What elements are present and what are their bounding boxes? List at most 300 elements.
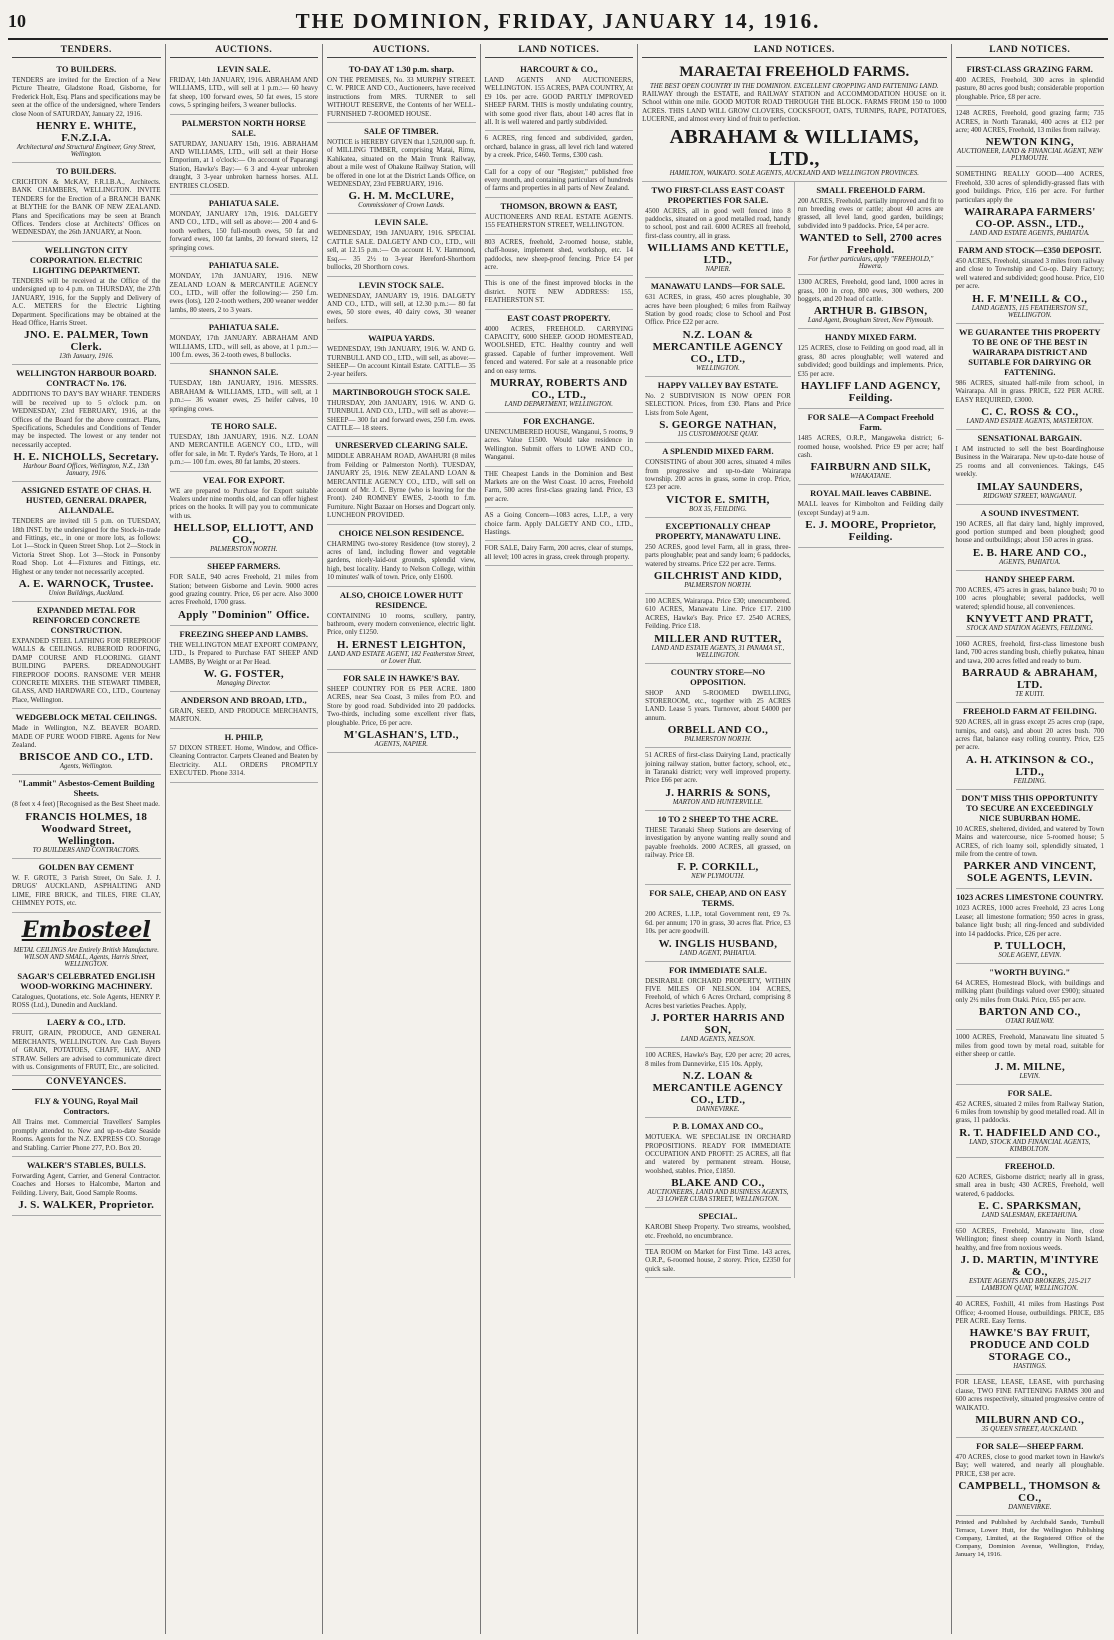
ad-agent-address: NEW PLYMOUTH. [691,873,745,881]
ad-body: KAROBI Sheep Property. Two streams, woolshed, etc. Freehold, no encumbrance. [645,1223,791,1240]
advertisement [956,703,1105,790]
ad-agent: VICTOR E. SMITH, [666,493,770,506]
ad-agent: J. PORTER HARRIS AND SON, [650,1012,785,1037]
advertisement [12,163,161,242]
ad-agent: HENRY E. WHITE, F.N.Z.I.A. [36,120,137,145]
ad-agent: P. TULLOCH, [993,940,1066,953]
ad-title: P. B. LOMAX AND CO., [672,1121,764,1132]
embosteel-caption: METAL CEILINGS Are Entirely British Manufacture. WILSON AND SMALL, Agents, Harris Street, WELLINGTON. [13,946,159,968]
ad-agent-address: NAPIER. [705,266,731,274]
advertisement [485,198,634,235]
ad-agent: J. HARRIS & SONS, [665,786,771,799]
advertisement [956,167,1105,242]
ad-body: 190 ACRES, all flat dairy land, highly improved, good portion stumped and been ploughed; good house and outbuildings; about 150 acres in grass. [955,519,1105,545]
ad-title: 10 TO 2 SHEEP TO THE ACRE. [657,813,779,824]
ad-agent: ARTHUR B. GIBSON, [813,305,928,318]
advertisement [956,964,1105,1030]
ad-agent: IMLAY SAUNDERS, [976,480,1083,493]
ad-agent-address: Land Agent, Brougham Street, New Plymouth. [807,317,934,325]
advertisement [12,61,161,163]
ad-body: WEDNESDAY, 19th JANUARY, 1916. W. AND G. TURNBULL AND CO., LTD., will sell, as above:— SHEEP— On account Kintail Estate. CATTLE— 35 2-year heifers. [327,345,476,379]
advertisement [956,790,1105,890]
ad-title: WELLINGTON CITY CORPORATION. ELECTRIC LIGHTING DEPARTMENT. [29,244,143,275]
ad-agent: H. E. NICHOLLS, Secretary. [13,451,159,464]
ad-title: LEVIN STOCK SALE. [358,279,444,290]
ad-title: FIRST-CLASS GRAZING FARM. [966,64,1093,74]
ad-title: HANDY SHEEP FARM. [985,573,1075,584]
ad-body: 631 ACRES, in grass, 450 acres ploughable, 30 acres have been ploughed; 6 miles from Railway Station by good roads; close to School and Post Office. Price £22 per acre. [645,293,791,327]
advertisement [485,508,634,541]
ad-body: 200 ACRES, L.I.P., total Government rent, £9 7s. 6d. per annum; 170 in grass, 30 acres flat. Price, £3 10s. per acre goodwill. [645,910,791,936]
ad-agent: H. ERNEST LEIGHTON, [336,638,466,651]
ad-title: EAST COAST PROPERTY. [507,312,611,323]
ad-title: HAPPY VALLEY BAY ESTATE. [657,379,779,390]
banner-agent-address: HAMILTON, WAIKATO. SOLE AGENTS, AUCKLAND AND WELLINGTON PROVINCES. [669,169,919,177]
advertisement [170,319,319,364]
ad-title: "WORTH BUYING." [989,967,1071,978]
ad-agent: FRANCIS HOLMES, 18 Woodward Street, Wellington. [25,810,148,847]
column-heading: AUCTIONS. [170,44,319,58]
ad-body: ADDITIONS TO DAY'S BAY WHARF. TENDERS will be received up to 5 o'clock p.m. on WEDNESDAY, 23rd FEBRUARY, 1916, at the Offices of the Board for the above contract. Plans, Specifications, Schedules and Conditions of Tender may be inspected. The lowest or any tender not necessarily accepted. [12,390,161,449]
ad-body: FRUIT, GRAIN, PRODUCE, AND GENERAL MERCHANTS, WELLINGTON. Are Cash Buyers of GRAIN, POTATOES, CHAFF, HAY, AND STRAW. Sellers are advised to communicate direct with us. Consignments of FRUIT, Etc., are solicited. [12,1029,161,1071]
ad-body: THE Cheapest Lands in the Dominion and Best Markets are on the West Coast. 10 acres, Freehold Farm, 500 acres first-class grazing land. Price, £3 per acre. [484,469,634,503]
ad-body: SATURDAY, JANUARY 15th, 1916. ABRAHAM AND WILLIAMS, LTD., will sell at their Horse Emporium, at 1 o'clock:— On account of Paparangi Station, Hawke's Bay:— 6 3 and 4-year unbroken draught, 3 3-year unbroken harness horses. ALL ENTRIES CLOSED. [169,139,319,190]
column-heading: TENDERS. [12,44,161,58]
advertisement [645,962,791,1049]
advertisement [645,885,791,961]
wide-right [794,182,947,1279]
ad-title: A SOUND INVESTMENT. [980,507,1079,518]
ad-body: AS a Going Concern—1083 acres, L.I.P., a very choice farm. Apply DALGETY AND CO., LTD., Hastings. [484,511,634,537]
ad-title: ALSO, CHOICE LOWER HUTT RESIDENCE. [339,589,463,610]
ad-body: TEA ROOM on Market for First Time. 143 acres, O.R.P., 6-roomed house, 2 storey. Price, £2350 for quick sale. [645,1247,791,1273]
masthead [8,6,1108,40]
ad-body: FOR SALE, 940 acres Freehold, 21 miles from Station; between Gisborne and Levin. 9000 acres good grazing country. Price, £6 per acre. Also 3000 acres Freehold, 1700 grass. [169,573,319,607]
advertisement [170,364,319,418]
ad-agent-address: PALMERSTON NORTH. [684,581,752,589]
ad-title: SHANNON SALE. [209,367,279,378]
advertisement [170,472,319,559]
advertisement [12,709,161,775]
embosteel-logo: Embosteel [21,916,151,943]
ad-agent: E. J. MOORE, Proprietor, Feilding. [805,519,937,544]
advertisement [170,61,319,115]
ad-title: HANDY MIXED FARM. [824,332,917,343]
ad-title: WALKER'S STABLES, BULLS. [26,1159,146,1170]
columns [8,44,1108,1634]
ad-body: 6 ACRES, ring fenced and subdivided, garden, orchard, balance in grass, all level rich land watered by a creek. Price, £460. Terms, £300 cash. [484,134,634,160]
ad-title: THOMSON, BROWN & EAST, [500,200,618,211]
ad-agent-address: HASTINGS. [1013,1363,1047,1371]
ad-body: 452 ACRES, situated 2 miles from Railway Station, 6 miles from township by good metalled road. All in grass, 11 paddocks. [955,1099,1105,1125]
ad-agent: W. G. FOSTER, [203,668,284,681]
ad-agent: ORBELL AND CO., [667,724,769,737]
ad-body: 125 ACRES, close to Feilding on good road, all in grass, 80 acres ploughable; well watered and subdivided; good buildings and implements. Price, £35 per acre. [797,344,944,378]
ad-title: WELLINGTON HARBOUR BOARD. CONTRACT No. 176. [16,368,157,389]
advertisement [645,664,791,749]
ad-agent: J. M. MILNE, [994,1060,1066,1073]
ad-title: WEDGEBLOCK METAL CEILINGS. [15,712,157,723]
column-heading: LAND NOTICES. [956,44,1105,58]
ad-title: TO BUILDERS. [56,64,117,74]
ad-title: ANDERSON AND BROAD, LTD., [180,695,307,706]
ad-title: FOR SALE, CHEAP, AND ON EASY TERMS. [649,888,787,909]
ad-agent-address: PALMERSTON NORTH. [684,736,752,744]
ad-agent: BLAKE AND CO., [671,1177,765,1190]
advertisement [12,602,161,709]
ad-title: FREEHOLD. [1004,1160,1055,1171]
ad-agent-address: 115 CUSTOMHOUSE QUAY. [677,431,759,439]
ad-agent-address: Agents, Wellington. [59,763,113,771]
ad-agent: KNYVETT AND PRATT, [966,612,1094,625]
ad-body: Made in Wellington, N.Z. BEAVER BOARD. MADE OF PURE WOOD FIBRE. Agents for New Zealand. [12,724,161,750]
advertisement [645,518,791,594]
ad-title: LEVIN SALE. [217,64,271,74]
advertisement [956,324,1105,430]
advertisement [485,165,634,198]
ad-title: A SPLENDID MIXED FARM. [662,446,774,457]
ad-title: HARCOURT & CO., [520,64,598,74]
ad-agent-address: MARTON AND HUNTERVILLE. [672,798,763,806]
advertisement [327,670,476,753]
column-heading: AUCTIONS. [327,44,476,58]
ad-body: 51 ACRES of first-class Dairying Land, practically joining railway station, butter factory, school, etc., in Taranaki district; very well improved property. Price £66 per acre. [645,751,791,785]
ad-title: TE HORO SALE. [210,420,277,431]
ad-body: No. 2 SUBDIVISION IS NOW OPEN FOR SELECTION. Prices, from £30. Plans and Price Lists from Sole Agent, [645,391,791,417]
ad-title: SAGAR'S CELEBRATED ENGLISH WOOD-WORKING MACHINERY. [17,970,156,991]
ad-body: 100 ACRES, Hawke's Bay, £20 per acre; 20 acres, 8 miles from Dannevirke, £15 10s. Apply, [645,1051,791,1068]
advertisement [956,1438,1105,1516]
ad-body: FOR SALE, Dairy Farm, 200 acres, clear of stumps, all level; 100 acres in grass, creek through property. [484,544,634,561]
ad-agent: HAWKE'S BAY FRUIT, PRODUCE AND COLD STORAGE CO., [969,1327,1090,1364]
advertisement [956,505,1105,571]
ad-title: FOR EXCHANGE. [523,415,595,426]
ad-agent-address: LEVIN. [1019,1072,1041,1080]
ad-body: EXPANDED STEEL LATHING FOR FIREPROOF WALLS & CEILINGS. RUBEROID ROOFING, DAMP COURSE AND FLOORING. GIANT BUILDING PAPERS. DREADNOUGHT FIREPROOF DOORS. RANSOME VER MEHR CONCRETE MIXERS. THE STEWART TIMBER, GLASS, AND HARDWARE CO., LTD., Courtenay Place, Wellington. [12,637,161,704]
advertisement [956,1158,1105,1224]
ad-agent-address: 13th January, 1916. [59,353,114,361]
advertisement [327,587,476,670]
ad-title: PALMERSTON NORTH HORSE SALE. [181,117,306,138]
advertisement [645,278,791,377]
advertisement [327,61,476,123]
ad-agent: N.Z. LOAN & MERCANTILE AGENCY CO., LTD., [652,1070,784,1107]
ad-body: 1300 ACRES, Freehold, good land, 1000 acres in grass, 100 in crop, 800 ewes, 300 wethers, 200 hoggets, and 20 head of cattle. [797,278,944,304]
ad-title: WE GUARANTEE THIS PROPERTY TO BE ONE OF THE BEST IN WAIRARAPA DISTRICT AND SUITABLE FOR DAIRYING OR FATTENING. [959,326,1101,377]
ad-title: TO BUILDERS. [56,166,117,177]
ad-agent-address: AGENTS, NAPIER. [374,740,428,748]
ad-title: FREEZING SHEEP AND LAMBS. [179,628,309,639]
ad-body: WE are prepared to Purchase for Export suitable Vealers under nine months old, and can offer highest prices on the hooks. It will pay you to communicate with us. [169,486,319,520]
ad-title: SHEEP FARMERS. [207,561,281,572]
page-number: 10 [8,10,26,31]
ad-agent-address: AUCTIONEER, LAND & FINANCIAL AGENT, NEW PLYMOUTH. [956,148,1103,163]
advertisement [327,277,476,331]
ad-title: PAHIATUA SALE. [208,322,279,333]
advertisement [170,626,319,692]
ad-body: All Trains met. Commercial Travellers' Samples promptly attended to. New and up-to-date Seaside Rooms. Agents for the N.Z. EXPRESS CO. Storage and Stabling. Carrier Phone 277, P.O. Box 20. [12,1118,161,1152]
ad-body: 803 ACRES, freehold, 2-roomed house, stable, chaff-house, implement shed, workshop, etc. 14 paddocks, new sheep-proof fencing. Price £4 per acre. [484,237,634,271]
ad-body: MONDAY, 17th JANUARY. ABRAHAM AND WILLIAMS, LTD., will sell, as above, at 1 p.m.:— 100 f.m. ewes, 36 2-tooth ewes, 8 bullocks. [169,334,319,359]
ad-title: FOR SALE. [1007,1087,1052,1098]
ad-agent: G. H. M. McCLURE, [348,190,455,203]
ad-body: Forwarding Agent, Carrier, and General Contractor. Coaches and Horses to Halcombe, Marton and Feilding. Livery, Bait, Good Sample Rooms. [12,1171,161,1197]
ad-body: I AM instructed to sell the best Boardinghouse Business in the Wairarapa. New up-to-date house of 25 rooms and all conveniences. Takings, £45 weekly. [955,444,1105,479]
ad-agent-address: 35 QUEEN STREET, AUCKLAND. [981,1426,1078,1433]
advertisement [12,1157,161,1216]
ad-agent-address: PALMERSTON NORTH. [210,546,278,554]
ad-agent-address: BOX 35, FEILDING. [689,505,747,513]
advertisement [12,242,161,365]
advertisement [956,1297,1105,1375]
ad-body: ON THE PREMISES, No. 33 MURPHY STREET. C. W. PRICE AND CO., Auctioneers, have received instructions from MRS. TURNER to sell WITHOUT RESERVE, the Contents of her WELL-FURNISHED 7-ROOMED HOUSE. [327,76,476,118]
advertisement [485,541,634,566]
ad-body: Call for a copy of our "Register," published free every month, and containing particulars of hundreds of farms and properties in all parts of New Zealand. [484,167,634,193]
advertisement [645,1208,791,1245]
ad-title: PAHIATUA SALE. [208,198,279,209]
advertisement [170,257,319,319]
ad-agent-address: AUCTIONEERS, LAND AND BUSINESS AGENTS, 23 LOWER CUBA STREET, WELLINGTON. [647,1189,789,1204]
ad-body: 700 ACRES, 475 acres in grass, balance bush; 70 to 100 acres ploughable; several paddocks, well watered; splendid house, all conveniences. [955,585,1105,611]
ad-title: ASSIGNED ESTATE OF CHAS. H. HUSTED, GENERAL DRAPER, ALLANDALE. [21,485,152,516]
ad-body: THE WELLINGTON MEAT EXPORT COMPANY, LTD., Is Prepared to Purchase FAT SHEEP AND LAMBS, By Weight or at Per Head. [169,640,319,666]
ad-agent: A. H. ATKINSON & CO., LTD., [965,753,1094,778]
advertisement [956,106,1105,167]
imprint: Printed and Published by Archibald Sando, Turnbull Terrace, Lower Hutt, for the Wellington Publishing Company, Limited, at the Registered Office of the Company, Dominion Avenue, Wellington, Friday, January 14, 1916. [955,1519,1105,1559]
ad-agent: J. S. WALKER, Proprietor. [18,1199,155,1212]
ad-agent: S. GEORGE NATHAN, [659,419,777,432]
ad-agent-address: AGENTS, PAHIATUA. [999,558,1061,566]
banner-title: MARAETAI FREEHOLD FARMS. [679,64,910,80]
maraetai-banner [642,61,946,182]
column-heading: LAND NOTICES. [642,44,946,58]
ad-title: TO-DAY AT 1.30 p.m. sharp. [348,64,454,74]
ad-body: 1000 ACRES, Freehold, Manawatu line situated 5 miles from good town by metal road, suitable for either sheep or cattle. [955,1033,1105,1059]
conveyances-heading: CONVEYANCES. [12,1076,161,1090]
ad-body: MOTUEKA. WE SPECIALISE IN ORCHARD PROPOSITIONS. READY FOR IMMEDIATE OCCUPATION AND PROFIT: 25 ACRES, all flat and watered by permanent stream. House, woolshed, stables. Price, £1850. [645,1133,791,1175]
advertisement [485,276,634,309]
advertisement [956,1224,1105,1297]
advertisement [645,594,791,664]
ad-body: 450 ACRES, Freehold, situated 3 miles from railway and close to Township and Co-op. Dairy Factory; well watered and subdivided; good house. Price, £10 per acre. [955,257,1105,291]
ad-agent-address: WELLINGTON. [695,364,740,372]
ad-body: 1060 ACRES, freehold, first-class limestone bush land, 700 acres standing bush, chiefly pukatea, hinau and tawa, 200 acres felled and ready to burn. [955,639,1105,665]
ad-agent: M'GLASHAN'S, LTD., [343,728,459,741]
ad-body: AUCTIONEERS AND REAL ESTATE AGENTS. 155 FEATHERSTON STREET, WELLINGTON. [484,212,634,230]
ad-title: WAIPUA YARDS. [368,333,435,344]
column-land-notices-wide [638,44,951,1634]
ad-agent-address: DANNEVIRKE. [696,1106,740,1114]
ad-body: TUESDAY, 18th JANUARY, 1916. N.Z. LOAN AND MERCANTILE AGENCY CO., LTD., will offer for sale, in Mr. T. Ryder's Yards, Te Horo, at 1 p.m.:— 100 f.m. ewes, 80 fat lambs, 20 steers. [169,432,319,467]
column-auctions-1 [166,44,324,1634]
ad-body: 64 ACRES, Homestead Block, with buildings and milking plant (buildings valued over £900); situated only 2½ miles from Otaki. Price, £65 per acre. [955,979,1105,1004]
ad-agent: BRISCOE AND CO., LTD. [19,751,154,764]
wide-left [642,182,794,1279]
ad-body: TENDERS are invited till 5 p.m. on TUESDAY, 18th INST. by the undersigned for the Stock-in-trade and Fittings, etc., in one or more lots, as follows: Lot 1—Stock in Queen Street Shop. Lot 2—Stock in Victoria Street Shop. Lot 3—Stock in Ponsonby Road Shop. Lot 4—Fixtures and Fittings, etc. Highest or any tender not necessarily accepted. [12,517,161,576]
ad-agent-address: STOCK AND STATION AGENTS, FEILDING. [966,624,1094,632]
ad-agent: F. P. CORKILL, [677,861,759,874]
ad-body: 650 ACRES, Freehold, Manawatu line, close Wellington; finest sheep country in North Island, healthy, and free from noxious weeds. [955,1226,1105,1252]
ad-agent-address: LAND AND ESTATE AGENTS, MASTERTON. [966,417,1094,425]
ad-body: WEDNESDAY, JANUARY 19, 1916. DALGETY AND CO., LTD., will sell, at 12.30 p.m.:— 80 fat ewes, 50 store ewes, 40 dairy cows, 30 weaner heifers. [327,291,476,325]
ad-agent: WILLIAMS AND KETTLE, LTD., [647,242,789,267]
advertisement [645,748,791,811]
ad-agent-address: Managing Director. [216,680,271,688]
advertisement [170,115,319,195]
ad-agent-address: Architectural and Structural Engineer, Grey Street, Wellington. [16,144,156,159]
banner-agent: ABRAHAM & WILLIAMS, LTD., [669,125,919,170]
ad-agent-address: LAND AGENTS, 115 FEATHERSTON ST., WELLINGTON. [971,304,1088,319]
advertisement [12,1014,161,1076]
ad-title: FOR SALE—A Compact Freehold Farm. [807,412,934,433]
advertisement [485,235,634,277]
ad-title: FOR SALE—SHEEP FARM. [976,1441,1084,1451]
ad-title: LEVIN SALE. [374,217,428,228]
advertisement [798,409,944,485]
ad-body: MONDAY, 17th JANUARY, 1916. NEW ZEALAND LOAN & MERCANTILE AGENCY CO., LTD., will offer the following:— 250 f.m. ewes (lots), 120 2-tooth wethers, 200 weaner wedder lambs, 80 steers, 2 to 3 years. [169,272,319,314]
ad-agent: CAMPBELL, THOMSON & CO., [958,1480,1102,1505]
advertisement [327,525,476,587]
ad-agent-address: WHAKATANE. [850,473,892,481]
ad-agent-address: TO BUILDERS AND CONTRACTORS. [32,846,140,854]
ad-title: EXPANDED METAL FOR REINFORCED CONCRETE CONSTRUCTION. [32,605,140,635]
ad-body: 1248 ACRES, Freehold, good grazing farm; 735 ACRES, in North Taranaki, 400 acres at £12 per acre; 400 ACRES, Freehold, 13 miles from railway. [955,109,1105,135]
advertisement [12,482,161,602]
ad-body: SOMETHING REALLY GOOD—400 ACRES, Freehold, 330 acres of splendidly-grassed flats with good buildings. Price, £16 per acre. For further particulars apply the [955,170,1105,204]
advertisement [485,131,634,164]
advertisement [956,61,1105,106]
advertisement [956,1030,1105,1084]
ad-agent-address: LAND AND ESTATE AGENTS, 31 PANAMA ST., WELLINGTON. [651,644,785,659]
ad-body: SHOP AND 5-ROOMED DWELLING, STOREROOM, etc., together with 25 ACRES LAND. Lease 5 years. Turnover, about £4000 per annum. [645,688,791,722]
ad-body: 200 ACRES, Freehold, partially improved and fit to run breeding ewes or cattle; about 40 acres are grassed, all level land, good garden, buildings; subdivided into 9 paddocks. Price, £4 per acre. [797,196,944,230]
ad-body: THURSDAY, 20th JANUARY, 1916. W. AND G. TURNBULL AND CO., LTD., will sell as above:— SHEEP— 300 fat and forward ewes, 250 f.m. ewes. CATTLE— 18 steers. [327,398,476,432]
advertisement [956,1375,1105,1438]
ad-title: FLY & YOUNG, Royal Mail Contractors. [34,1096,138,1117]
ad-body: (8 feet x 4 feet) [Recognised as the Best Sheet made. [12,800,160,809]
ad-body: CHARMING two-storey Residence (tow storey), 2 acres of land, including flower and vegetable gardens, nicely-laid-out grounds, splendid view, high, best locality. Handy to Nelson College, within 10 minutes' walk of town. Price, only £1600. [327,539,476,582]
banner-body: RAILWAY through the ESTATE, and RAILWAY STATION and ACCOMMODATION HOUSE on it. School within one mile. GOOD MOTOR ROAD THROUGH THE BLOCK. FARMS FROM 150 to 1000 ACRES. THIS LAND WILL GROW CLOVERS, COCKSFOOT, OATS, TURNIPS, RAPE, POTATOES, LUCERNE, and almost every kind of fruit to perfection. [642,90,947,124]
ad-agent: R. T. HADFIELD AND CO., [959,1126,1101,1139]
ad-body: SHEEP COUNTRY FOR £6 PER ACRE. 1800 ACRES, near Sea Coast, 3 miles from P.O. and Store by good road. Subdivided into 20 paddocks. Two-thirds, including some excellent river flats, ploughable. Price, £6 per acre. [327,684,476,727]
banner-subtitle: THE BEST OPEN COUNTRY IN THE DOMINION. EXCELLENT CROPPING AND FATTENING LAND. [649,83,939,90]
ad-body: FOR LEASE, LEASE, LEASE, with purchasing clause, TWO FINE FATTENING FARMS 300 and 600 acres respectively, situated progressive centre of WAIKATO. [955,1378,1105,1412]
ad-agent: HELLSOP, ELLIOTT, AND CO., [173,522,314,547]
ad-agent: WANTED to Sell, 2700 acres Freehold. [799,232,942,257]
ad-agent-address: LAND AND ESTATE AGENTS, PAHIATUA. [969,230,1090,238]
ad-agent: MURRAY, ROBERTS AND CO., LTD., [490,376,628,401]
ad-agent-address: LAND AGENTS, NELSON. [680,1036,756,1044]
ad-agent: E. C. SPARKSMAN, [978,1199,1082,1212]
advertisement [170,729,319,783]
ad-agent-address: LAND AGENT, PAHIATUA. [679,949,757,957]
ad-agent-address: Union Buildings, Auckland. [48,590,124,597]
advertisement [485,413,634,467]
ad-agent-address: TE KUITI. [1015,691,1045,699]
advertisement [645,1245,791,1278]
ad-body: CONSISTING of about 300 acres, situated 4 miles from progressive and up-to-date Wairarapa township. 200 acres in grass, some in crop. Price, £23 per acre. [645,458,791,492]
ad-title: 1023 ACRES LIMESTONE COUNTRY. [956,892,1104,903]
advertisement [485,310,634,413]
advertisement [12,1093,161,1157]
advertisement [645,182,791,279]
advertisement [12,365,161,482]
advertisement [327,330,476,384]
ad-title: SPECIAL. [698,1211,738,1222]
column-heading: LAND NOTICES. [485,44,634,58]
ad-agent: A. E. WARNOCK, Trustee. [18,578,154,590]
ad-title: VEAL FOR EXPORT. [202,474,285,485]
advertisement [645,377,791,443]
ad-body: W. F. GROTE, 3 Parish Street, On Sale. J. J. DRUGS' AUCKLAND, ASPHALTING AND LIME, FIRE BRICK, and TILES, FIRE CLAY, CHIMNEY POTS, etc. [12,873,161,908]
ad-agent: N.Z. LOAN & MERCANTILE AGENCY CO., LTD., [652,328,784,365]
ad-body: 4500 ACRES, all in good well fenced into 8 paddocks, situated on a good metalled road, handy to school, post and rail. 6000 ACRES all freehold, first-class country, all in grass. [645,206,791,240]
ad-title: MANAWATU LANDS—FOR SALE. [650,281,786,292]
ad-body: LAND AGENTS AND AUCTIONEERS, WELLINGTON. 155 ACRES, PAPA COUNTRY, At £9 10s. per acre. GOOD PARTLY IMPROVED SHEEP FARM. THIS is mostly undulating country, with some good river flats, about 140 acres flat in all. It is well watered and partly subdivided. [484,76,634,127]
ad-agent: FAIRBURN AND SILK, [810,461,931,474]
advertisement [485,467,634,509]
ad-agent: E. B. HARE AND CO., [972,546,1087,559]
advertisement [327,123,476,214]
advertisement [12,775,161,858]
ad-agent-address: SOLE AGENT, LEVIN. [998,952,1062,960]
column-tenders [8,44,166,1634]
ad-agent: J. D. MARTIN, M'INTYRE & CO., [960,1254,1099,1279]
advertisement [170,558,319,626]
ad-body: 57 DIXON STREET. Home, Window, and Office-Cleaning Contractor. Carpets Cleaned and Beaten by Electricity. ALL ORDERS PROMPTLY EXECUTED. Phone 3314. [169,743,319,778]
advertisement [645,1118,791,1208]
advertisement [327,214,476,276]
advertisement [170,418,319,472]
ad-body: UNENCUMBERED HOUSE, Wanganui, 5 rooms, 9 acres. Value £1500. Would take residence in Wellington. Submit offers to LOWE AND CO., Wanganui. [484,427,634,462]
ad-title: LAERY & CO., LTD. [47,1017,126,1028]
advertisement [956,1085,1105,1158]
ad-body: 470 ACRES, close to good market town in Hawke's Bay; well watered, and nearly all ploughable. PRICE, £38 per acre. [955,1453,1105,1478]
ad-agent: MILLER AND RUTTER, [654,632,782,645]
ad-agent: MILBURN AND CO., [975,1414,1085,1426]
ad-agent: PARKER AND VINCENT, SOLE AGENTS, LEVIN. [963,860,1097,885]
advertisement [327,384,476,438]
wide-subcolumns [642,182,946,1279]
ad-body: 40 ACRES, Foxhill, 41 miles from Hastings Post Office; 4-roomed House, outbuildings. PRICE, £85 PER ACRE. Easy Terms. [955,1300,1105,1325]
ad-agent: WAIRARAPA FARMERS' CO-OP. ASSN., LTD., [963,206,1096,231]
ad-agent-address: OTAKI RAILWAY. [1005,1018,1055,1026]
ad-body: MALL leaves for Kimbolton and Feilding daily (except Sunday) at 9 a.m. [797,500,944,517]
advertisement [327,437,476,524]
ad-agent-address: ESTATE AGENTS AND BROKERS, 215-217 LAMBTON QUAY, WELLINGTON. [969,1278,1091,1293]
advertisement [170,195,319,257]
ad-body: GRAIN, SEED, AND PRODUCE MERCHANTS, MARTON. [169,707,319,724]
newspaper-title: THE DOMINION, FRIDAY, JANUARY 14, 1916. [295,8,821,33]
advertisement [956,242,1105,324]
ad-body: Catalogues, Quotations, etc. Sole Agents, HENRY P. ROSS (Ltd.), Dunedin and Auckland. [12,992,161,1009]
advertisement [645,811,791,886]
ad-body: 620 ACRES, Gisborne district; nearly all in grass, small area in bush; 430 ACRES, Freehold, well watered, 6 paddocks. [955,1172,1105,1198]
ad-body: MIDDLE ABRAHAM ROAD, AWAHURI (8 miles from Feilding or Palmerston North). TUESDAY, JANUARY 25, 1916. NEW ZEALAND LOAN & MERCANTILE AGENCY CO., LTD., will sell on account of Mr. J. C. Byrne (who is leaving for the Front). 240 ROMNEY EWES, 2-tooth to f.m. Furniture. Night Bazaar on Horses and Dogcart only. LUNCHEON PROVIDED. [327,452,476,520]
ad-body: WEDNESDAY, 19th JANUARY, 1916. SPECIAL CATTLE SALE. DALGETY AND CO., LTD., will sell, at 12.15 p.m.:— On account H. V. Hammond, Esq.— 35 2½ to 3-year Hereford-Shorthorn bullocks, 20 Shorthorn cows. [327,229,476,272]
ad-title: TWO FIRST-CLASS EAST COAST PROPERTIES FOR SALE. [651,184,785,205]
ad-body: TENDERS are invited for the Erection of a New Picture Theatre, Gladstone Road, Gisborne, for Frederick Holt, Esq. Plans and specifications may be seen at the office of the undersigned, where Tenders close Noon of SATURDAY, January 22, 1916. [12,76,161,118]
ad-agent: GILCHRIST AND KIDD, [653,569,782,582]
ad-title: DON'T MISS THIS OPPORTUNITY TO SECURE AN EXCEEDINGLY NICE SUBURBAN HOME. [961,792,1099,823]
ad-agent: Apply "Dominion" Office. [177,608,310,621]
advertisement [12,859,161,913]
ad-body: TUESDAY, 18th JANUARY, 1916. MESSRS. ABRAHAM & WILLIAMS, LTD., will sell, at 1 p.m.:— 36 weaner ewes, 25 heifer calves, 10 springing cows. [169,379,319,413]
advertisement [485,61,634,131]
ad-title: SENSATIONAL BARGAIN. [977,432,1082,443]
ad-title: SMALL FREEHOLD FARM. [816,184,926,195]
advertisement [645,443,791,518]
